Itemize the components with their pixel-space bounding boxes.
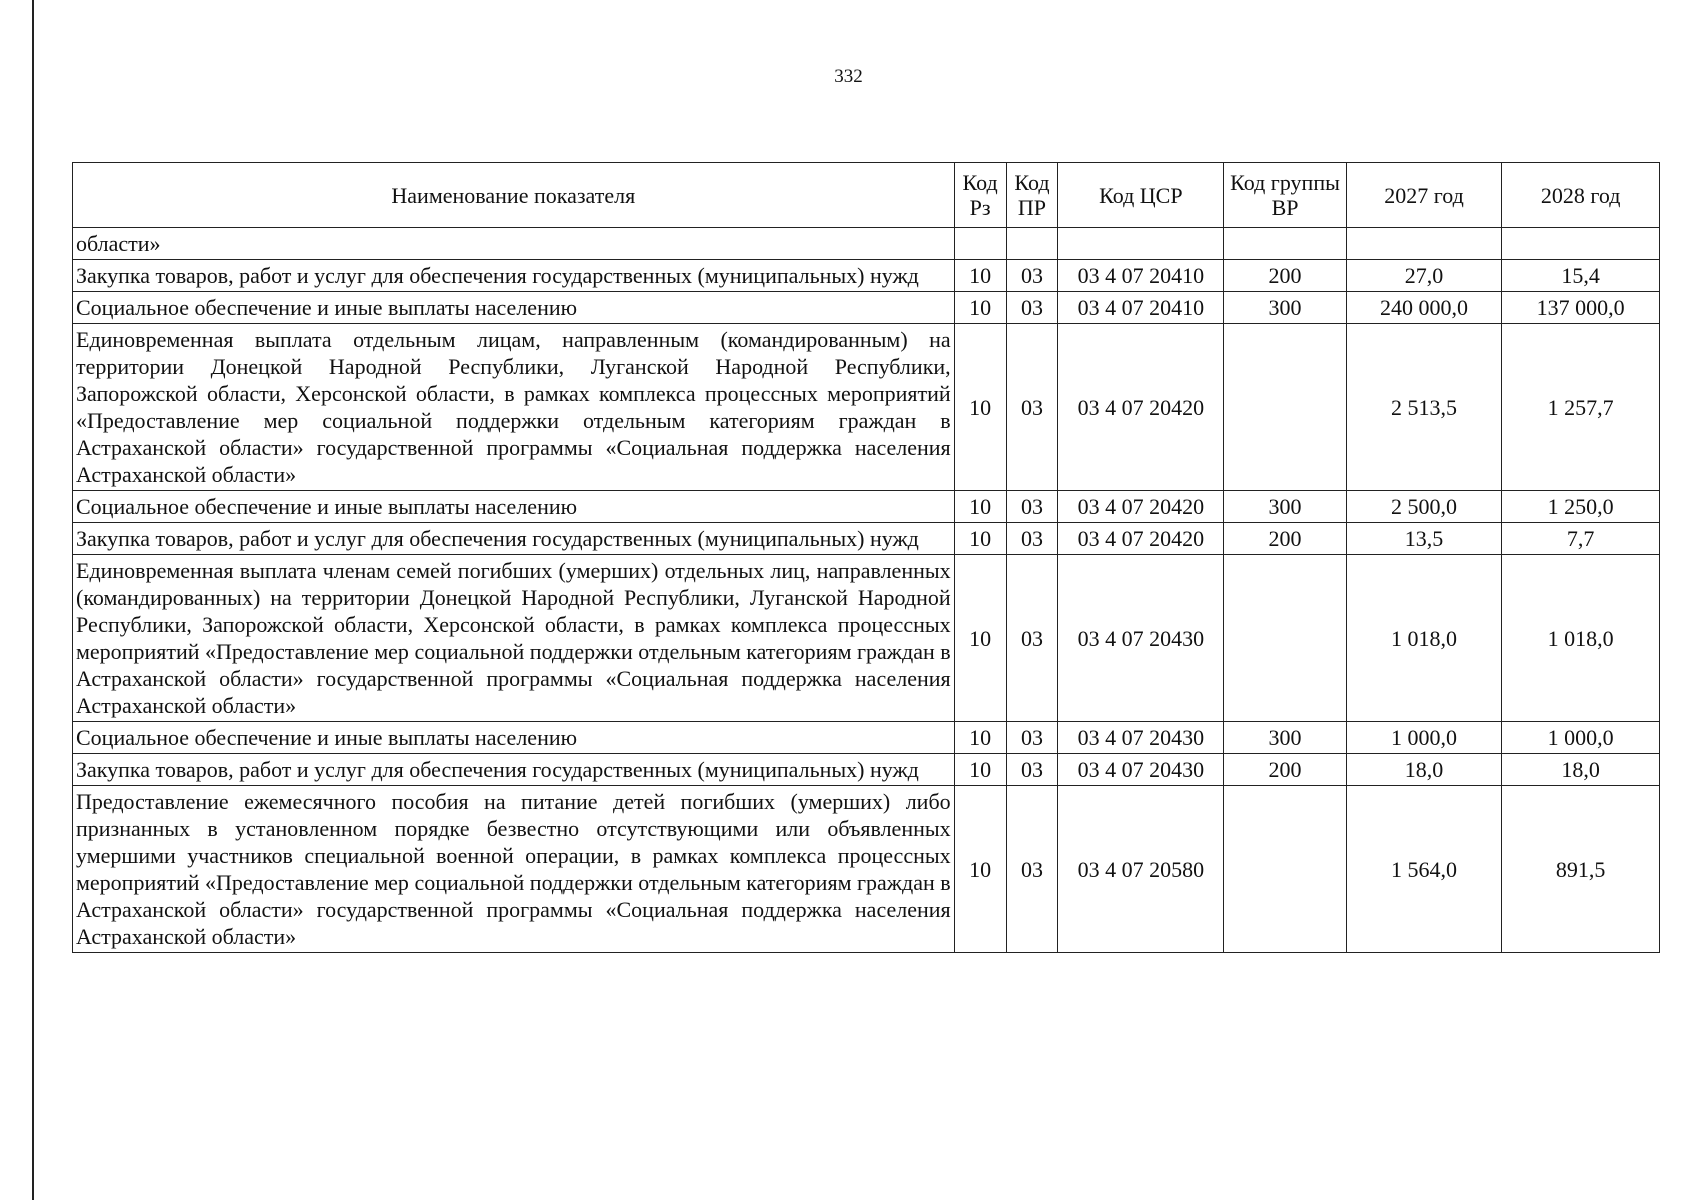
header-name: Наименование показателя xyxy=(73,163,955,228)
cell-vr xyxy=(1224,786,1346,953)
cell-pr: 03 xyxy=(1006,555,1058,722)
cell-csr: 03 4 07 20410 xyxy=(1058,292,1224,324)
cell-name: Социальное обеспечение и иные выплаты населению xyxy=(73,292,955,324)
cell-name: Закупка товаров, работ и услуг для обеспечения государственных (муниципальных) нужд xyxy=(73,260,955,292)
cell-y2027: 2 513,5 xyxy=(1346,324,1502,491)
cell-rz: 10 xyxy=(954,324,1006,491)
table-header-row xyxy=(73,163,1660,228)
cell-y2027: 27,0 xyxy=(1346,260,1502,292)
cell-name: Социальное обеспечение и иные выплаты населению xyxy=(73,722,955,754)
cell-pr xyxy=(1006,228,1058,260)
cell-vr xyxy=(1224,228,1346,260)
cell-name: Закупка товаров, работ и услуг для обеспечения государственных (муниципальных) нужд xyxy=(73,754,955,786)
cell-name: Закупка товаров, работ и услуг для обеспечения государственных (муниципальных) нужд xyxy=(73,523,955,555)
cell-y2027: 2 500,0 xyxy=(1346,491,1502,523)
cell-y2028: 7,7 xyxy=(1502,523,1660,555)
cell-y2027: 1 564,0 xyxy=(1346,786,1502,953)
cell-y2027: 18,0 xyxy=(1346,754,1502,786)
table-row xyxy=(73,786,1660,953)
cell-y2027: 1 018,0 xyxy=(1346,555,1502,722)
table-row xyxy=(73,555,1660,722)
cell-pr: 03 xyxy=(1006,786,1058,953)
cell-y2028: 1 018,0 xyxy=(1502,555,1660,722)
cell-name: области» xyxy=(73,228,955,260)
cell-vr: 300 xyxy=(1224,292,1346,324)
cell-csr: 03 4 07 20430 xyxy=(1058,754,1224,786)
cell-y2028: 891,5 xyxy=(1502,786,1660,953)
cell-vr: 300 xyxy=(1224,722,1346,754)
binding-line xyxy=(32,0,34,1200)
cell-rz: 10 xyxy=(954,722,1006,754)
table-row xyxy=(73,754,1660,786)
cell-name: Единовременная выплата членам семей погибших (умерших) отдельных лиц, направленных (командированных) на территории Донецкой Народной Республики, Луганской Народной Республики, Запорожской области, Херсонской области, в рамках комплекса процессных мероприятий «Предоставление мер социальной поддержки отдельным категориям граждан в Астраханской области» государственной программы «Социальная поддержка населения Астраханской области» xyxy=(73,555,955,722)
header-2027: 2027 год xyxy=(1346,163,1502,228)
cell-vr: 300 xyxy=(1224,491,1346,523)
cell-csr: 03 4 07 20420 xyxy=(1058,324,1224,491)
table-row xyxy=(73,523,1660,555)
cell-rz: 10 xyxy=(954,555,1006,722)
table-row xyxy=(73,228,1660,260)
budget-table xyxy=(72,162,1660,953)
cell-name: Предоставление ежемесячного пособия на питание детей погибших (умерших) либо признанных в установленном порядке безвестно отсутствующими или объявленных умершими участников специальной военной операции, в рамках комплекса процессных мероприятий «Предоставление мер социальной поддержки отдельным категориям граждан в Астраханской области» государственной программы «Социальная поддержка населения Астраханской области» xyxy=(73,786,955,953)
table-row xyxy=(73,292,1660,324)
cell-csr: 03 4 07 20430 xyxy=(1058,722,1224,754)
cell-pr: 03 xyxy=(1006,722,1058,754)
cell-y2028: 18,0 xyxy=(1502,754,1660,786)
cell-vr: 200 xyxy=(1224,260,1346,292)
cell-rz: 10 xyxy=(954,260,1006,292)
header-2028: 2028 год xyxy=(1502,163,1660,228)
cell-y2028 xyxy=(1502,228,1660,260)
cell-csr: 03 4 07 20430 xyxy=(1058,555,1224,722)
header-rz: Код Рз xyxy=(954,163,1006,228)
cell-rz xyxy=(954,228,1006,260)
cell-csr xyxy=(1058,228,1224,260)
table-row xyxy=(73,491,1660,523)
header-pr: Код ПР xyxy=(1006,163,1058,228)
cell-csr: 03 4 07 20420 xyxy=(1058,491,1224,523)
cell-rz: 10 xyxy=(954,491,1006,523)
cell-y2027: 1 000,0 xyxy=(1346,722,1502,754)
cell-y2028: 1 000,0 xyxy=(1502,722,1660,754)
cell-y2028: 1 250,0 xyxy=(1502,491,1660,523)
cell-y2028: 137 000,0 xyxy=(1502,292,1660,324)
cell-rz: 10 xyxy=(954,523,1006,555)
cell-vr xyxy=(1224,324,1346,491)
cell-rz: 10 xyxy=(954,786,1006,953)
header-vr: Код группы ВР xyxy=(1224,163,1346,228)
cell-pr: 03 xyxy=(1006,754,1058,786)
cell-pr: 03 xyxy=(1006,523,1058,555)
header-csr: Код ЦСР xyxy=(1058,163,1224,228)
cell-y2027: 240 000,0 xyxy=(1346,292,1502,324)
cell-pr: 03 xyxy=(1006,292,1058,324)
page-number: 332 xyxy=(834,66,863,87)
cell-pr: 03 xyxy=(1006,260,1058,292)
cell-rz: 10 xyxy=(954,292,1006,324)
cell-rz: 10 xyxy=(954,754,1006,786)
table-row xyxy=(73,722,1660,754)
cell-y2027: 13,5 xyxy=(1346,523,1502,555)
cell-y2028: 15,4 xyxy=(1502,260,1660,292)
cell-name: Единовременная выплата отдельным лицам, направленным (командированным) на территории Донецкой Народной Республики, Луганской Народной Республики, Запорожской области, Херсонской области, в рамках комплекса процессных мероприятий «Предоставление мер социальной поддержки отдельным категориям граждан в Астраханской области» государственной программы «Социальная поддержка населения Астраханской области» xyxy=(73,324,955,491)
cell-csr: 03 4 07 20580 xyxy=(1058,786,1224,953)
cell-vr: 200 xyxy=(1224,523,1346,555)
cell-name: Социальное обеспечение и иные выплаты населению xyxy=(73,491,955,523)
table-body xyxy=(73,228,1660,953)
cell-csr: 03 4 07 20410 xyxy=(1058,260,1224,292)
cell-vr xyxy=(1224,555,1346,722)
cell-pr: 03 xyxy=(1006,491,1058,523)
cell-y2027 xyxy=(1346,228,1502,260)
table-row xyxy=(73,260,1660,292)
cell-y2028: 1 257,7 xyxy=(1502,324,1660,491)
cell-csr: 03 4 07 20420 xyxy=(1058,523,1224,555)
table-row xyxy=(73,324,1660,491)
cell-vr: 200 xyxy=(1224,754,1346,786)
cell-pr: 03 xyxy=(1006,324,1058,491)
